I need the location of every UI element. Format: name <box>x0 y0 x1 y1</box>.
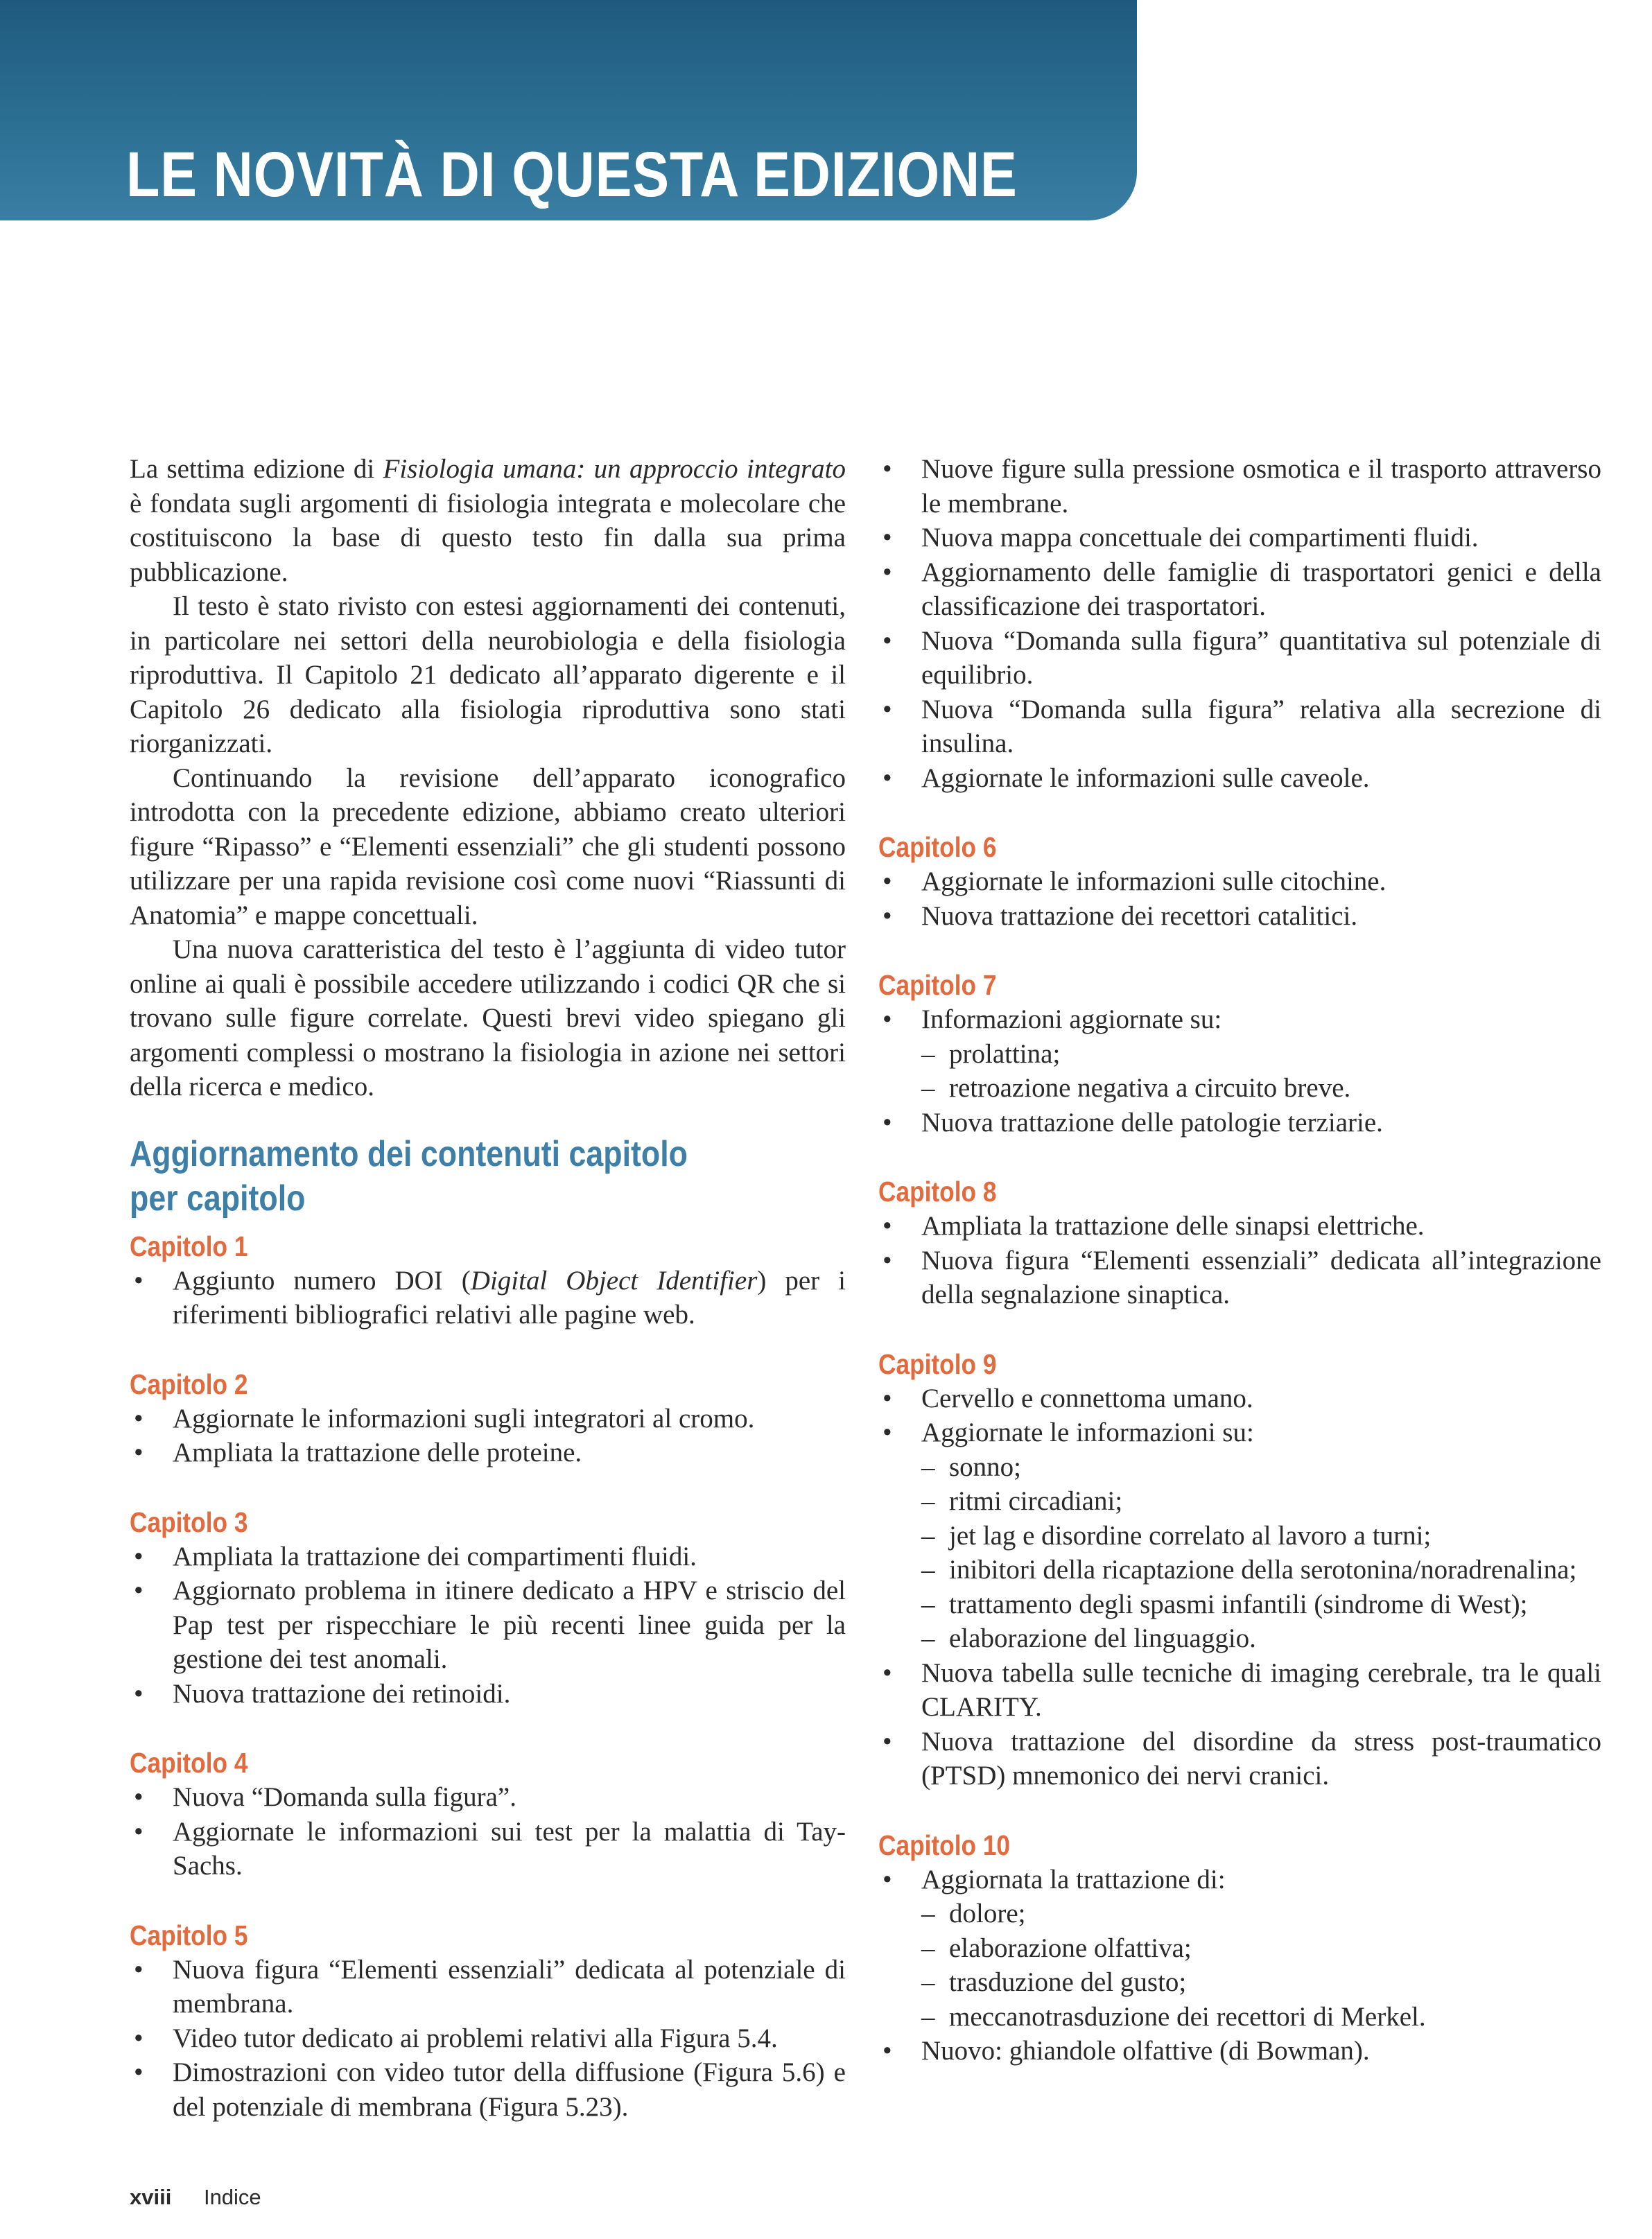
sub-list-item: – ritmi circadiani; <box>921 1484 1601 1519</box>
sub-list-item: – trattamento degli spasmi infantili (sindrome di West); <box>921 1587 1601 1622</box>
chapter-2 <box>130 1367 846 1470</box>
list-item: • Ampliata la trattazione delle sinapsi elettriche. <box>878 1209 1601 1244</box>
intro-paragraph-2: Il testo è stato rivisto con estesi aggiornamenti dei contenuti, in particolare nei settori della neurobiologia e della fisiologia riproduttiva. Il Capitolo 21 dedicato all’apparato digerente e il Capitolo 26 dedicato alla fisiologia riproduttiva sono stati riorganizzati. <box>130 591 846 758</box>
sub-list-item: – dolore; <box>921 1897 1601 1931</box>
list-item: • Cervello e connettoma umano. <box>878 1382 1601 1416</box>
sub-list-item: – meccanotrasduzione dei recettori di Merkel. <box>921 2000 1601 2035</box>
chapter-6 <box>878 830 1601 933</box>
chapter-heading: Capitolo 1 <box>130 1230 248 1262</box>
list-item: • Nuova tabella sulle tecniche di imaging cerebrale, tra le quali CLARITY. <box>878 1656 1601 1725</box>
chapter-heading: Capitolo 3 <box>130 1506 248 1538</box>
chapter-heading: Capitolo 4 <box>130 1747 248 1779</box>
list-item: • Aggiornate le informazioni sui test per la malattia di Tay-Sachs. <box>130 1815 846 1883</box>
list-item: • Aggiunto numero DOI (Digital Object Identifier) per i riferimenti bibliografici relativi alle pagine web. <box>130 1264 846 1332</box>
chapter-heading: Capitolo 9 <box>878 1348 997 1380</box>
list-item: • Nuova figura “Elementi essenziali” dedicata al potenziale di membrana. <box>130 1953 846 2021</box>
list-item: • Aggiornata la trattazione di: – dolore; – elaborazione olfattiva; – trasduzione del gusto; – meccanotrasduzione dei recettori di Merkel. <box>878 1863 1601 2035</box>
left-column <box>130 452 846 2124</box>
chapter-heading: Capitolo 2 <box>130 1368 248 1400</box>
intro-paragraph-1: La settima edizione di Fisiologia umana: un approccio integrato è fondata sugli argomenti di fisiologia integrata e molecolare che costituiscono la base di questo testo fin dalla sua prima pubblicazione. <box>130 454 846 587</box>
list-item: • Aggiornate le informazioni sulle citochine. <box>878 864 1601 899</box>
chapter-4 <box>130 1745 846 1883</box>
header-banner <box>0 0 1137 220</box>
chapter-9 <box>878 1347 1601 1793</box>
list-item: • Aggiornate le informazioni sugli integratori al cromo. <box>130 1402 846 1436</box>
chapter-heading: Capitolo 6 <box>878 831 997 863</box>
page-title: LE NOVITÀ DI QUESTA EDIZIONE <box>126 139 1018 210</box>
sub-list-item: – retroazione negativa a circuito breve. <box>921 1071 1601 1106</box>
list-item: • Nuova trattazione dei recettori catalitici. <box>878 899 1601 934</box>
sub-list-item: – inibitori della ricaptazione della serotonina/noradrenalina; <box>921 1553 1601 1587</box>
chapter-heading: Capitolo 5 <box>130 1919 248 1951</box>
list-item: • Nuova figura “Elementi essenziali” dedicata all’integrazione della segnalazione sinaptica. <box>878 1244 1601 1312</box>
page-number: xviii <box>130 2185 172 2209</box>
list-item: • Aggiornamento delle famiglie di trasportatori genici e della classificazione dei trasportatori. <box>878 555 1601 624</box>
chapter-5-continued <box>878 452 1601 795</box>
intro-paragraph-3: Continuando la revisione dell’apparato iconografico introdotta con la precedente edizione, abbiamo creato ulteriori figure “Ripasso” e “Elementi essenziali” che gli studenti possono utilizzare per una rapida revisione così come nuovi “Riassunti di Anatomia” e mappe concettuali. <box>130 763 846 930</box>
list-item: • Nuove figure sulla pressione osmotica e il trasporto attraverso le membrane. <box>878 452 1601 521</box>
sub-list-item: – elaborazione olfattiva; <box>921 1931 1601 1966</box>
chapter-7 <box>878 968 1601 1140</box>
chapter-3 <box>130 1505 846 1711</box>
chapter-10 <box>878 1828 1601 2068</box>
chapter-5 <box>130 1918 846 2125</box>
list-item: • Video tutor dedicato ai problemi relativi alla Figura 5.4. <box>130 2021 846 2056</box>
chapter-heading: Capitolo 10 <box>878 1829 1011 1861</box>
chapter-8 <box>878 1174 1601 1312</box>
list-item: • Nuova “Domanda sulla figura” relativa alla secrezione di insulina. <box>878 692 1601 761</box>
list-item: • Dimostrazioni con video tutor della diffusione (Figura 5.6) e del potenziale di membrana (Figura 5.23). <box>130 2055 846 2124</box>
list-item: • Nuova “Domanda sulla figura” quantitativa sul potenziale di equilibrio. <box>878 624 1601 692</box>
sub-list-item: – elaborazione del linguaggio. <box>921 1621 1601 1656</box>
sub-list-item: – trasduzione del gusto; <box>921 1965 1601 2000</box>
page-footer <box>130 2185 261 2210</box>
chapter-heading: Capitolo 8 <box>878 1176 997 1208</box>
list-item: • Ampliata la trattazione delle proteine. <box>130 1436 846 1470</box>
footer-label: Indice <box>203 2185 261 2209</box>
sub-list-item: – sonno; <box>921 1450 1601 1485</box>
list-item: • Aggiornate le informazioni su: – sonno; – ritmi circadiani; – jet lag e disordine correlato al lavoro a turni; – inibitori della ricaptazione della serotonina/noradrenalina; – trattamento degli spasmi infantili (sindrome di West); – elaborazione del linguaggio. <box>878 1415 1601 1656</box>
sub-list-item: – jet lag e disordine correlato al lavoro a turni; <box>921 1519 1601 1553</box>
list-item: • Ampliata la trattazione dei compartimenti fluidi. <box>130 1540 846 1574</box>
chapter-heading: Capitolo 7 <box>878 969 997 1001</box>
intro-paragraph-4: Una nuova caratteristica del testo è l’aggiunta di video tutor online ai quali è possibile accedere utilizzando i codici QR che si trovano sulle figure correlate. Questi brevi video spiegano gli argomenti complessi o mostrano la fisiologia in azione nei settori della ricerca e medico. <box>130 934 846 1101</box>
list-item: • Aggiornate le informazioni sulle caveole. <box>878 761 1601 796</box>
section-heading: Aggiornamento dei contenuti capitolo per capitolo <box>130 1133 688 1219</box>
list-item: • Nuova trattazione delle patologie terziarie. <box>878 1106 1601 1140</box>
chapter-1 <box>130 1229 846 1332</box>
right-column <box>878 452 1601 2068</box>
list-item: • Nuova mappa concettuale dei compartimenti fluidi. <box>878 521 1601 555</box>
list-item: • Nuova “Domanda sulla figura”. <box>130 1780 846 1815</box>
list-item: • Informazioni aggiornate su: – prolattina; – retroazione negativa a circuito breve. <box>878 1002 1601 1106</box>
list-item: • Nuovo: ghiandole olfattive (di Bowman). <box>878 2034 1601 2068</box>
list-item: • Nuova trattazione dei retinoidi. <box>130 1677 846 1711</box>
list-item: • Aggiornato problema in itinere dedicato a HPV e striscio del Pap test per rispecchiare le più recenti linee guida per la gestione dei test anomali. <box>130 1574 846 1677</box>
list-item: • Nuova trattazione del disordine da stress post-traumatico (PTSD) mnemonico dei nervi cranici. <box>878 1725 1601 1793</box>
sub-list-item: – prolattina; <box>921 1037 1601 1072</box>
